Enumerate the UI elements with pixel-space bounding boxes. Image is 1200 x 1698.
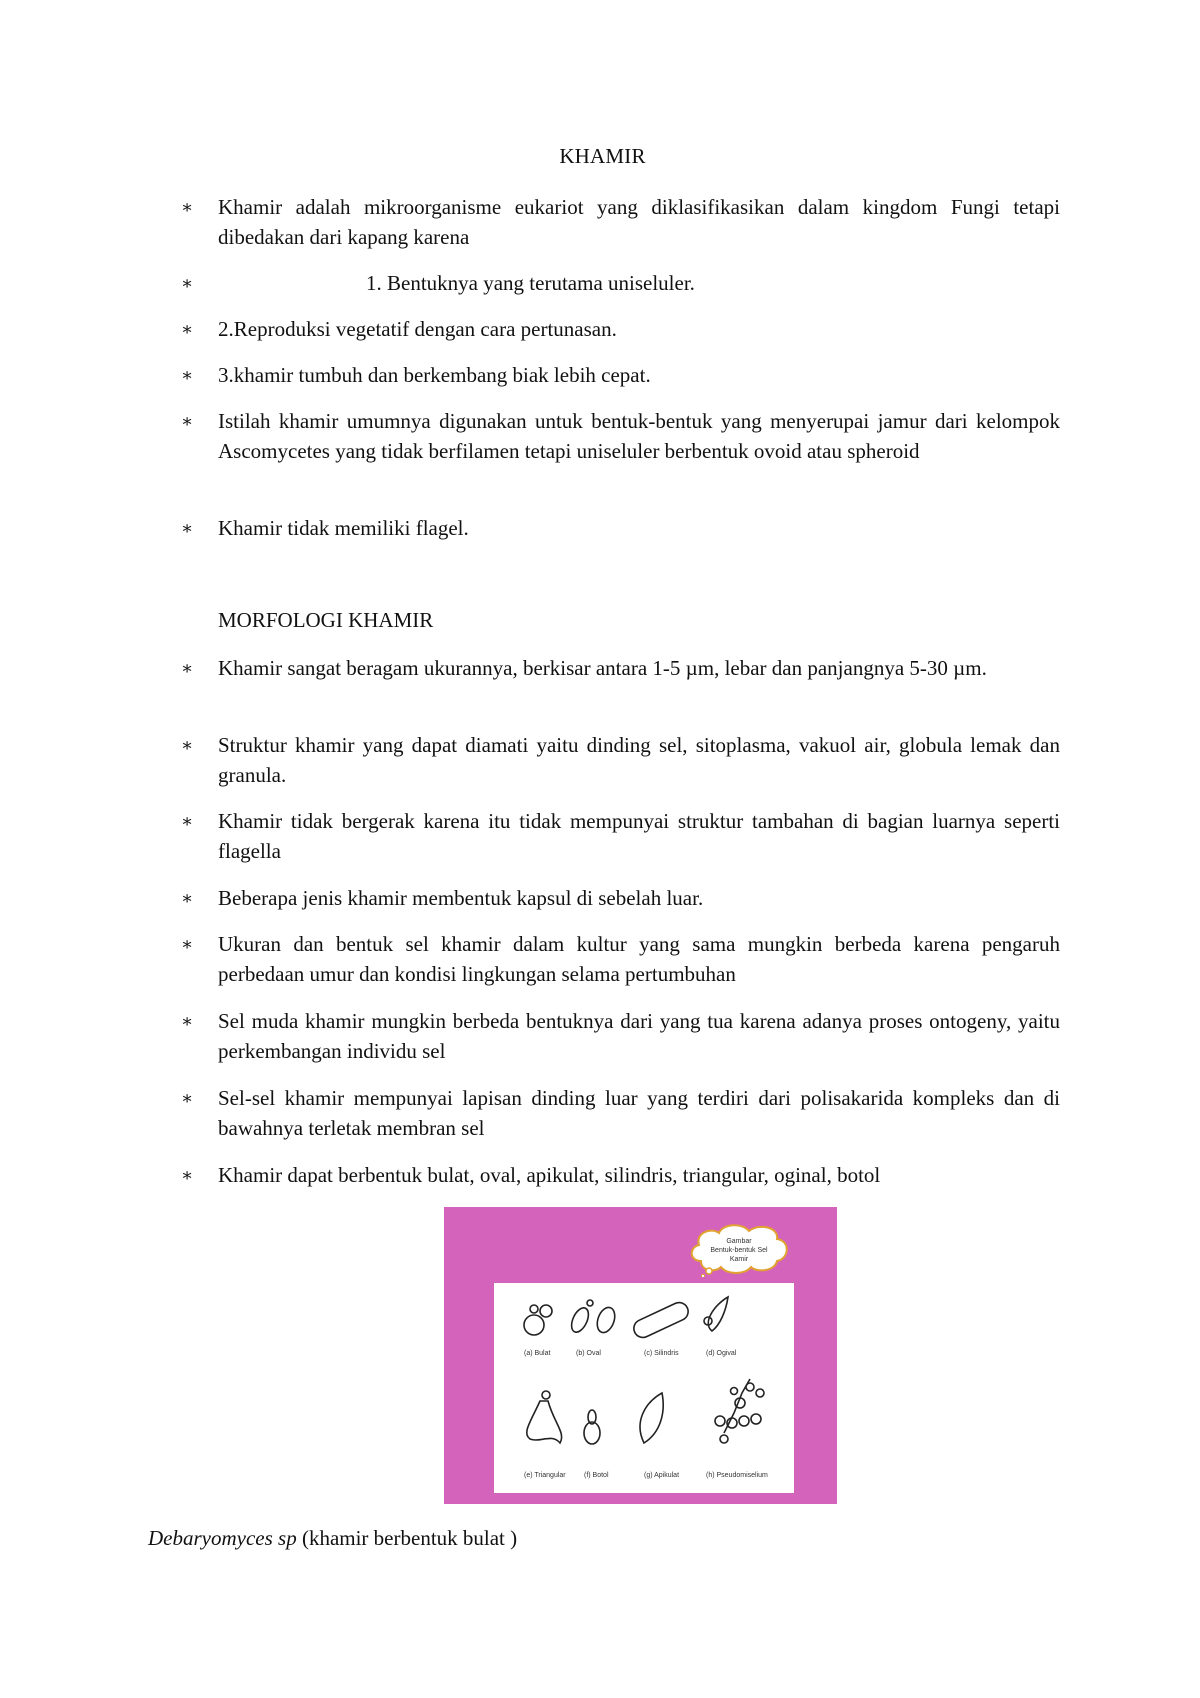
list-item xyxy=(181,268,1060,298)
bullet-icon: ∗ xyxy=(181,365,194,385)
yeast-shapes-figure xyxy=(444,1207,837,1504)
cell-oval xyxy=(568,1305,592,1334)
bullet-icon: ∗ xyxy=(181,197,194,217)
shape-label: (g) Apikulat xyxy=(644,1472,680,1479)
cloud-text-line: Kamir xyxy=(729,1256,749,1263)
bullet-icon: ∗ xyxy=(181,735,194,755)
list-item xyxy=(181,314,1060,344)
list-item-text: Sel muda khamir mungkin berbeda bentuknya dari yang tua karena adanya proses ontogeny, yaitu perkembangan individu sel xyxy=(218,1009,1060,1063)
list-item xyxy=(181,1006,1060,1066)
list-item xyxy=(181,192,1060,252)
shape-label: (h) Pseudomiselium xyxy=(706,1472,768,1479)
bullet-icon: ∗ xyxy=(181,1165,194,1185)
cell-shapes-drawing xyxy=(494,1283,794,1493)
cell-round xyxy=(524,1315,544,1335)
page-title: KHAMIR xyxy=(559,144,646,168)
shape-label: (a) Bulat xyxy=(524,1350,551,1357)
list-item-text: Khamir adalah mikroorganisme eukariot yang diklasifikasikan dalam kingdom Fungi tetapi dibedakan dari kapang karena xyxy=(218,195,1060,249)
shape-label: (d) Ogival xyxy=(706,1350,737,1357)
list-item-text: Khamir sangat beragam ukurannya, berkisar antara 1-5 µm, lebar dan panjangnya 5-30 µm. xyxy=(218,656,987,680)
bullet-icon: ∗ xyxy=(181,518,194,538)
figure-panel xyxy=(494,1283,794,1493)
bullet-icon: ∗ xyxy=(181,934,194,954)
list-item xyxy=(181,883,1060,913)
list-item-text: Ukuran dan bentuk sel khamir dalam kultur yang sama mungkin berbeda karena pengaruh perbedaan umur dan kondisi lingkungan selama pertumbuhan xyxy=(218,932,1060,986)
cell-apiculate xyxy=(640,1393,663,1443)
list-item-text: Khamir tidak memiliki flagel. xyxy=(218,516,469,540)
bullet-icon: ∗ xyxy=(181,273,194,293)
cloud-text-line: Gambar xyxy=(726,1238,752,1245)
cell-cylinder xyxy=(631,1300,691,1341)
list-item xyxy=(181,360,1060,390)
list-item xyxy=(181,653,1060,683)
bullet-icon: ∗ xyxy=(181,658,194,678)
cell-bottle xyxy=(584,1422,600,1444)
list-item xyxy=(181,1160,1060,1190)
caption-species: Debaryomyces sp xyxy=(148,1526,297,1550)
bullet-icon: ∗ xyxy=(181,1011,194,1031)
cell-ogival xyxy=(708,1297,728,1331)
list-item-text: Khamir tidak bergerak karena itu tidak mempunyai struktur tambahan di bagian luarnya seperti flagella xyxy=(218,809,1060,863)
list-item-text: Khamir dapat berbentuk bulat, oval, apikulat, silindris, triangular, oginal, botol xyxy=(218,1163,881,1187)
cell-triangular xyxy=(527,1401,562,1443)
bullet-icon: ∗ xyxy=(181,319,194,339)
list-item xyxy=(181,1083,1060,1143)
shape-label: (f) Botol xyxy=(584,1472,609,1479)
list-item-text: 2.Reproduksi vegetatif dengan cara pertunasan. xyxy=(218,317,617,341)
bullet-icon: ∗ xyxy=(181,1088,194,1108)
list-item xyxy=(181,929,1060,989)
list-item-text: Struktur khamir yang dapat diamati yaitu dinding sel, sitoplasma, vakuol air, globula lemak dan granula. xyxy=(218,733,1060,787)
cloud-text-line: Bentuk-bentuk Sel xyxy=(710,1247,768,1254)
shape-label: (e) Triangular xyxy=(524,1472,566,1479)
bullet-icon: ∗ xyxy=(181,888,194,908)
list-item-text: 1. Bentuknya yang terutama uniseluler. xyxy=(366,271,695,295)
figure-caption xyxy=(148,1526,517,1551)
bullet-icon: ∗ xyxy=(181,811,194,831)
caption-text: (khamir berbentuk bulat ) xyxy=(296,1526,518,1550)
list-item xyxy=(181,806,1060,866)
list-item-text: Beberapa jenis khamir membentuk kapsul di sebelah luar. xyxy=(218,886,704,910)
list-item xyxy=(181,513,1060,543)
list-item xyxy=(181,730,1060,790)
bullet-icon: ∗ xyxy=(181,411,194,431)
speech-cloud xyxy=(687,1221,791,1277)
list-item-text: Istilah khamir umumnya digunakan untuk bentuk-bentuk yang menyerupai jamur dari kelompok Ascomycetes yang tidak berfilamen tetapi uniseluler berbentuk ovoid atau spheroid xyxy=(218,409,1060,463)
section-heading: MORFOLOGI KHAMIR xyxy=(218,608,434,632)
list-item xyxy=(181,406,1060,466)
list-item-text: Sel-sel khamir mempunyai lapisan dinding luar yang terdiri dari polisakarida kompleks dan di bawahnya terletak membran sel xyxy=(218,1086,1060,1140)
shape-label: (b) Oval xyxy=(576,1350,601,1357)
shape-label: (c) Silindris xyxy=(644,1350,679,1357)
list-item-text: 3.khamir tumbuh dan berkembang biak lebih cepat. xyxy=(218,363,651,387)
